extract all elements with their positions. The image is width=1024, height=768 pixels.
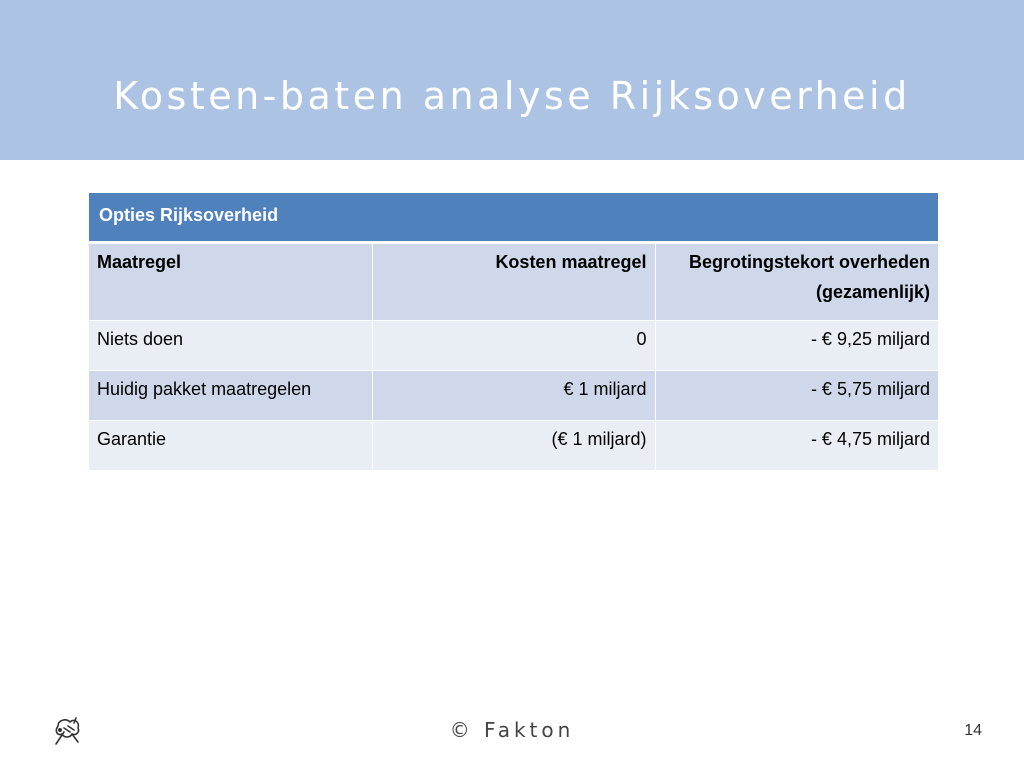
table-title: Opties Rijksoverheid	[89, 193, 938, 243]
cell-maatregel: Niets doen	[89, 321, 372, 371]
cell-kosten: (€ 1 miljard)	[372, 421, 655, 471]
header-maatregel: Maatregel	[89, 243, 372, 321]
options-table	[89, 193, 938, 471]
cell-kosten: € 1 miljard	[372, 371, 655, 421]
cell-begrotingstekort: - € 4,75 miljard	[655, 421, 938, 471]
cell-begrotingstekort: - € 9,25 miljard	[655, 321, 938, 371]
table-title-row	[89, 193, 938, 243]
slide-title: Kosten-baten analyse Rijksoverheid	[113, 74, 911, 118]
cell-kosten: 0	[372, 321, 655, 371]
table-row	[89, 371, 938, 421]
table-row	[89, 421, 938, 471]
header-begrotingstekort: Begrotingstekort overheden (gezamenlijk)	[655, 243, 938, 321]
page-number: 14	[964, 722, 982, 739]
cell-begrotingstekort: - € 5,75 miljard	[655, 371, 938, 421]
table-header-row	[89, 243, 938, 321]
cell-maatregel: Huidig pakket maatregelen	[89, 371, 372, 421]
table-row	[89, 321, 938, 371]
cell-maatregel: Garantie	[89, 421, 372, 471]
header-kosten-maatregel: Kosten maatregel	[372, 243, 655, 321]
footer-copyright: © Fakton	[449, 718, 575, 742]
